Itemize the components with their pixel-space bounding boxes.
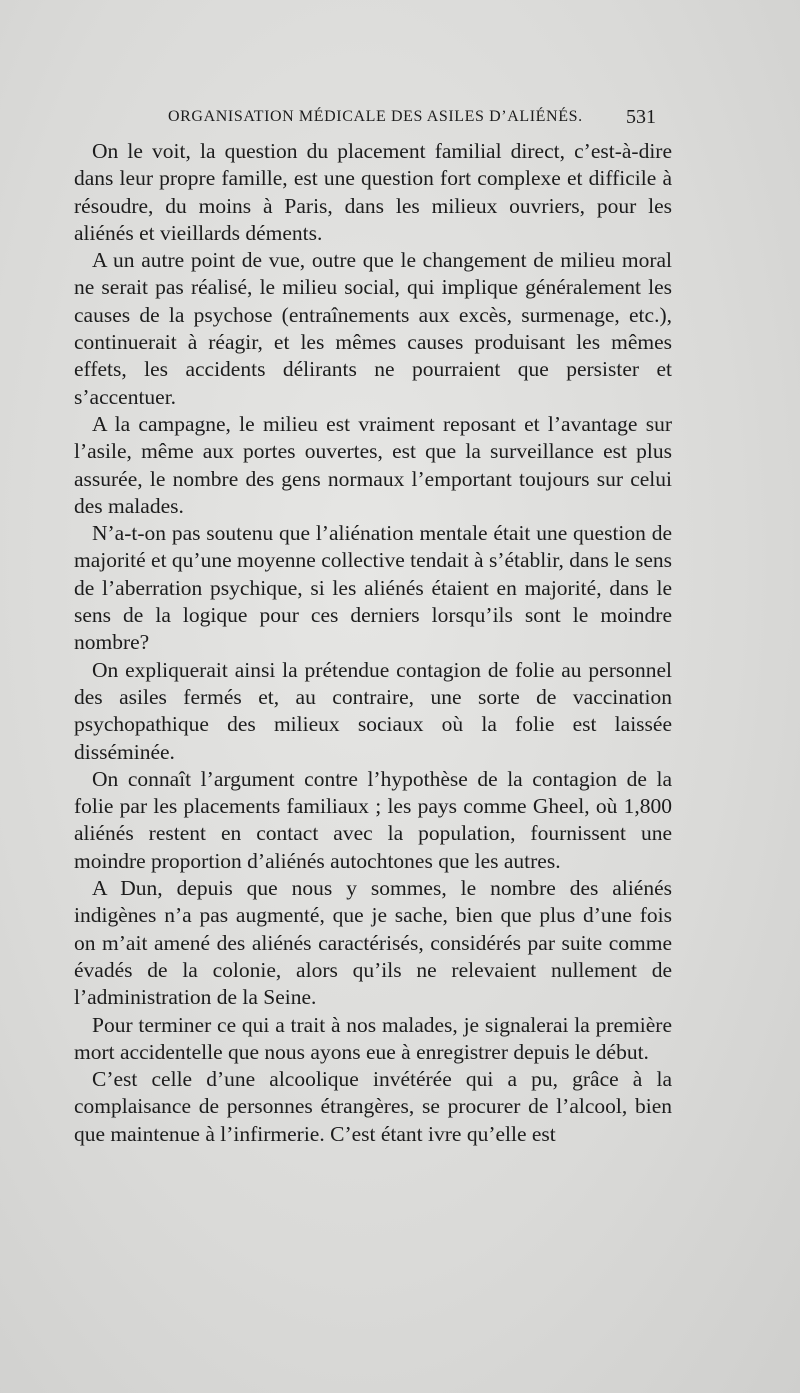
body-text [74,138,672,1148]
paragraph-6: On connaît l’argument contre l’hypothèse de la contagion de la folie par les placements familiaux ; les pays comme Gheel, où 1,800 aliénés restent en contact avec la population, fournissent une moindre proportion d’aliénés autochtones que les autres. [74,766,672,873]
paragraph-5: On expliquerait ainsi la prétendue contagion de folie au personnel des asiles fermés et, au contraire, une sorte de vaccination psychopathique des milieux sociaux où la folie est laissée disséminée. [74,657,672,764]
paragraph-4: N’a-t-on pas soutenu que l’aliénation mentale était une question de majorité et qu’une moyenne collective tendait à s’établir, dans le sens de l’aberration psychique, si les aliénés étaient en majorité, dans le sens de la logique pour ces derniers lorsqu’ils sont le moindre nombre? [74,521,672,655]
paragraph-8: Pour terminer ce qui a trait à nos malades, je signalerai la première mort accidentelle que nous ayons eue à enregistrer depuis le début. [74,1012,672,1064]
paragraph-7: A Dun, depuis que nous y sommes, le nombre des aliénés indigènes n’a pas augmenté, que je sache, bien que plus d’une fois on m’ait amené des aliénés caractérisés, considérés par suite comme évadés de la colonie, alors qu’ils ne relevaient nullement de l’administration de la Seine. [74,876,672,1010]
paragraph-1: On le voit, la question du placement familial direct, c’est-à-dire dans leur propre famille, est une question fort complexe et difficile à résoudre, du moins à Paris, dans les milieux ouvriers, pour les aliénés et vieillards déments. [74,139,672,245]
paragraph-2: A un autre point de vue, outre que le changement de milieu moral ne serait pas réalisé, le milieu social, qui implique généralement les causes de la psychose (entraînements aux excès, surmenage, etc.), continuerait à réagir, et les mêmes causes produisant les mêmes effets, les accidents délirants ne pourraient que persister et s’accentuer. [74,248,672,409]
page-header [0,102,800,132]
paragraph-9: C’est celle d’une alcoolique invétérée qui a pu, grâce à la complaisance de personnes étrangères, se procurer de l’alcool, bien que maintenue à l’infirmerie. C’est étant ivre qu’elle est [74,1067,672,1146]
paragraph-3: A la campagne, le milieu est vraiment reposant et l’avantage sur l’asile, même aux portes ouvertes, est que la surveillance est plus assurée, le nombre des gens normaux l’emportant toujours sur celui des malades. [74,411,672,518]
page-number: 531 [626,106,656,128]
running-title: ORGANISATION MÉDICALE DES ASILES D’ALIÉNÉS. [168,108,583,125]
